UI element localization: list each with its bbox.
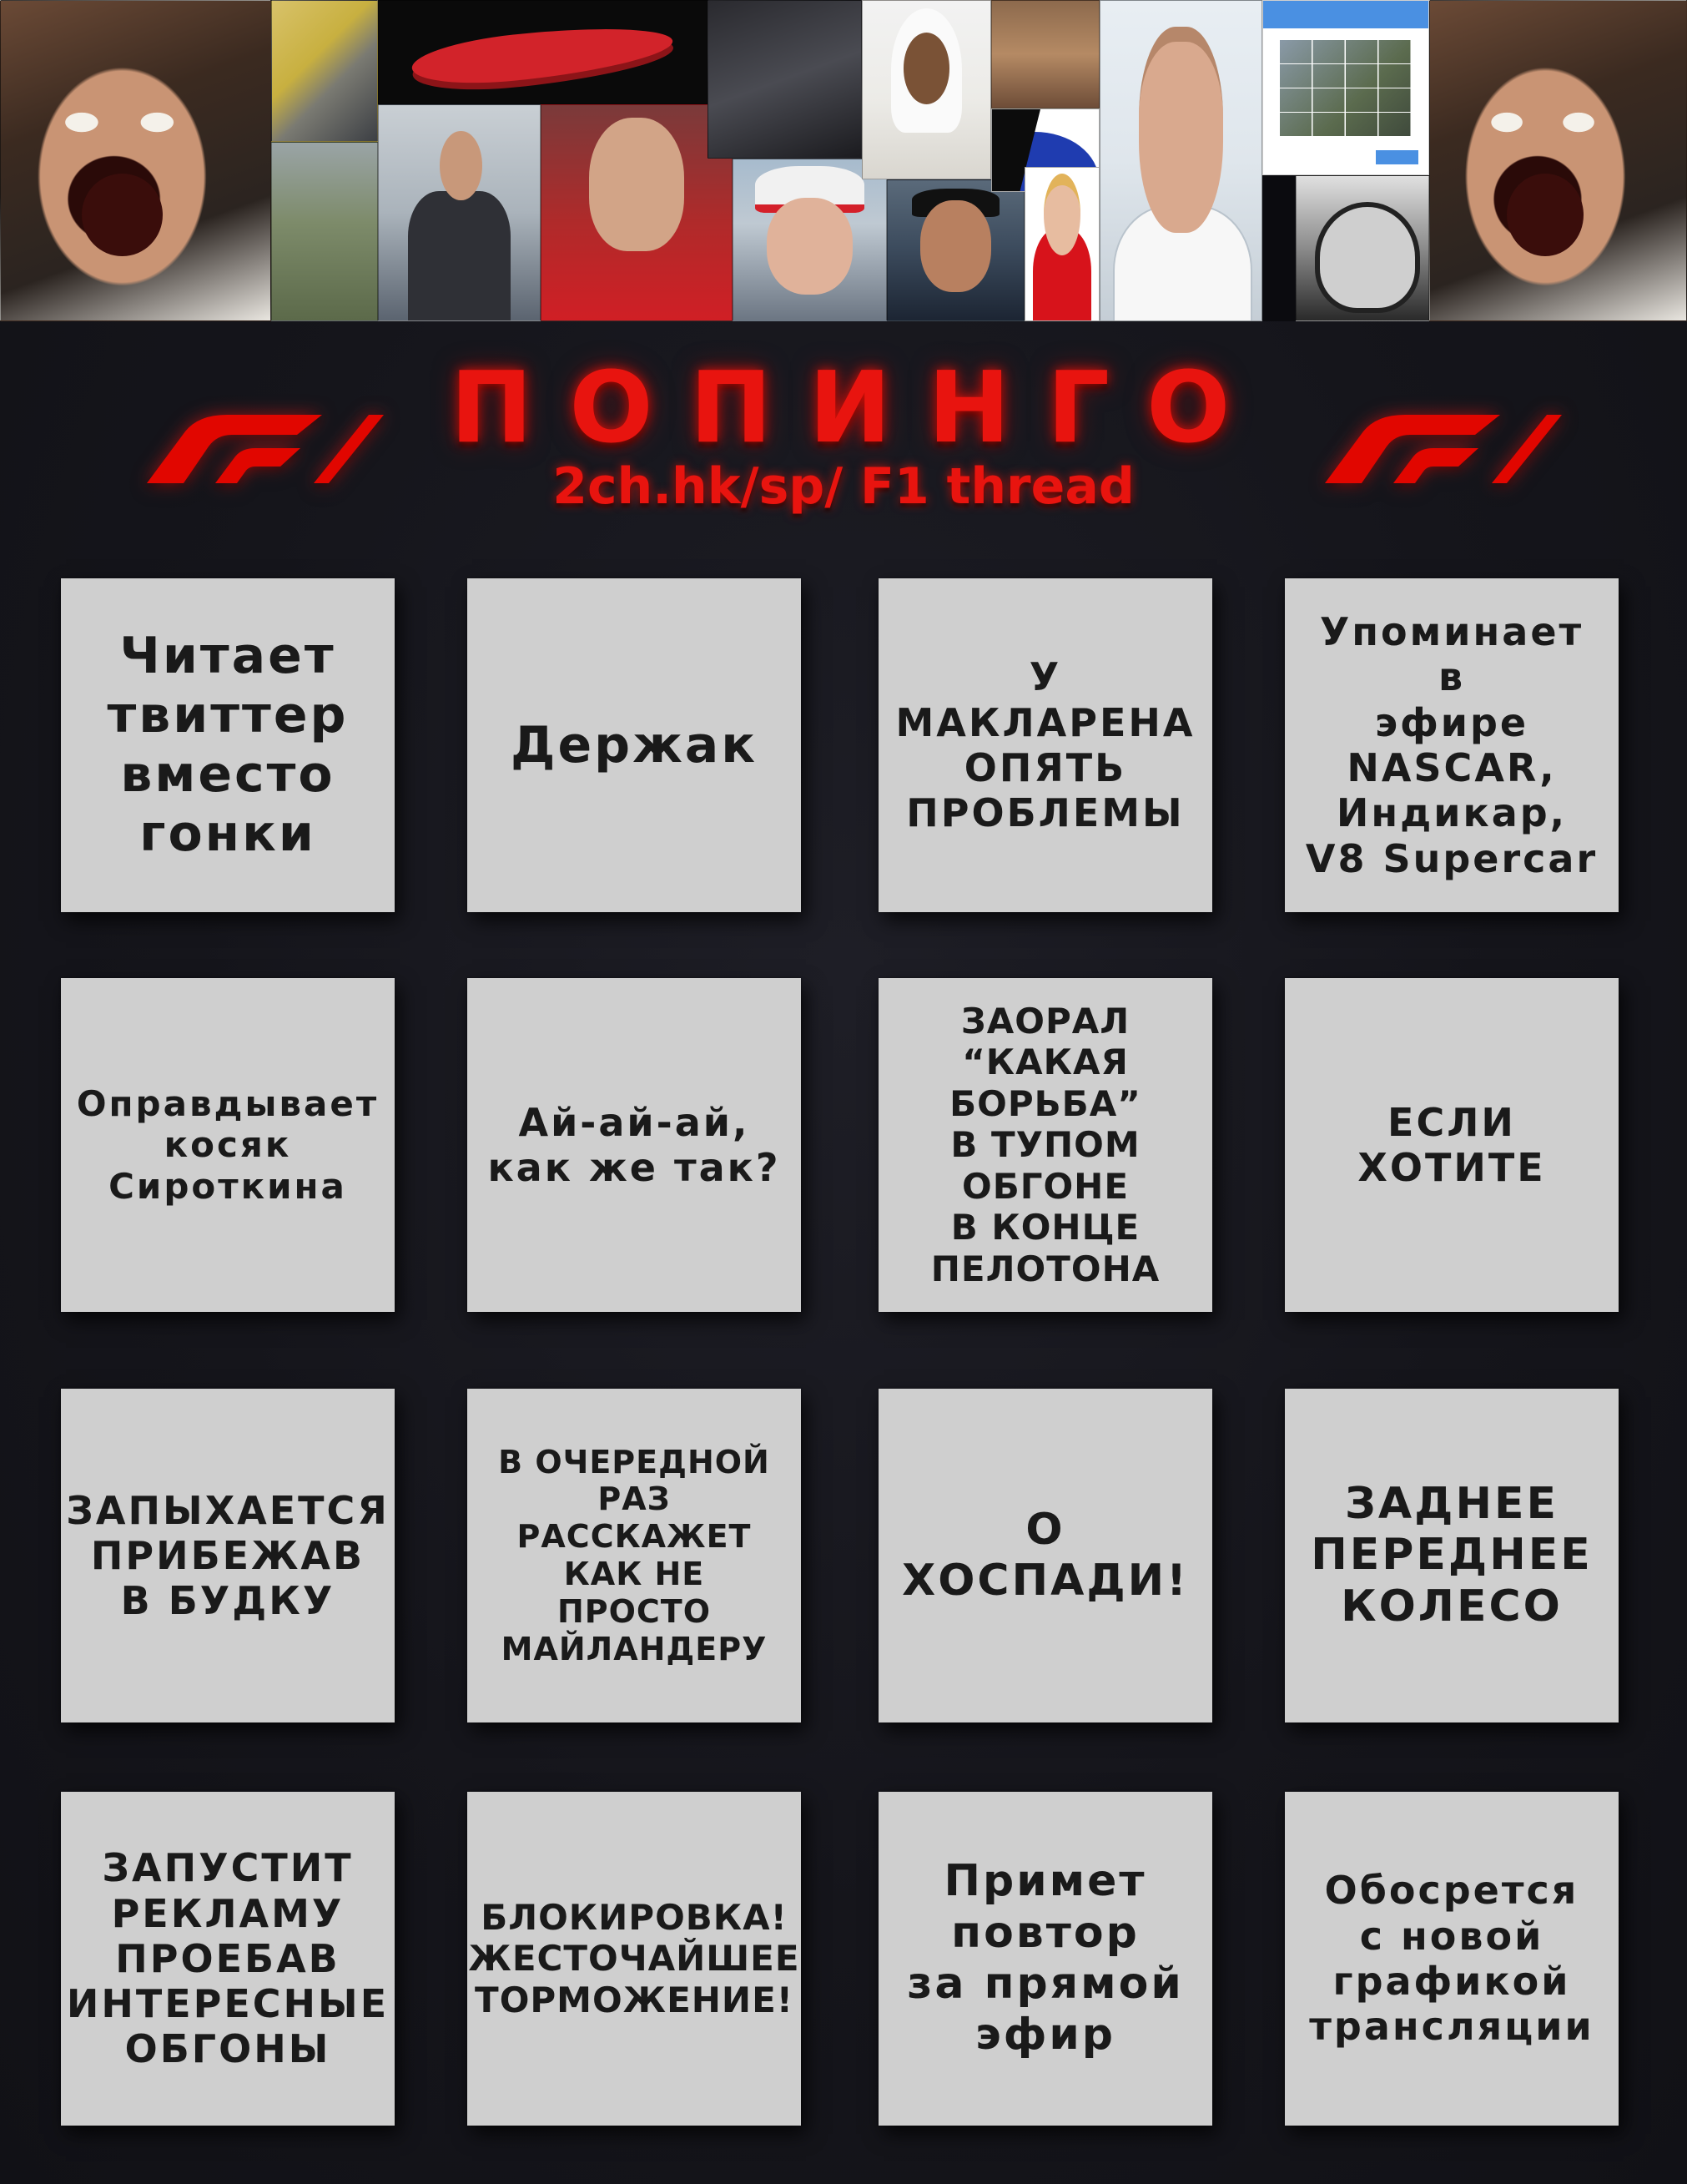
bingo-cell-text: ЗАПЫХАЕТСЯ ПРИБЕЖАВ В БУДКУ xyxy=(66,1487,390,1624)
bingo-cell-text: В ОЧЕРЕДНОЙ РАЗ РАССКАЖЕТ КАК НЕ ПРОСТО МАЙЛАНДЕРУ xyxy=(498,1443,770,1667)
bingo-cell[interactable] xyxy=(61,1792,395,2126)
bingo-cell[interactable] xyxy=(467,1389,801,1722)
bingo-cell-text: У МАКЛАРЕНА ОПЯТЬ ПРОБЛЕМЫ xyxy=(895,654,1196,836)
bingo-cell[interactable] xyxy=(879,1792,1212,2126)
bingo-cell-text: Обосрется с новой графикой трансляции xyxy=(1309,1868,1594,2050)
verstappen-photo xyxy=(733,159,887,321)
shocked-face-photo xyxy=(1429,0,1687,321)
bingo-cell-text: Ай-ай-ай, как же так? xyxy=(487,1099,781,1190)
bingo-cell[interactable] xyxy=(879,1389,1212,1722)
raikkonen-photo xyxy=(541,104,733,321)
bingo-cell-text: Держак xyxy=(511,715,758,774)
bingo-cell-text: ЗАОРАЛ “КАКАЯ БОРЬБА” В ТУПОМ ОБГОНЕ В КОНЦЕ ПЕЛОТОНА xyxy=(930,1000,1161,1289)
shocked-face-photo xyxy=(0,0,271,321)
photo-collage xyxy=(0,0,1687,321)
bingo-cell[interactable] xyxy=(467,978,801,1312)
page-header xyxy=(0,321,1687,538)
bingo-cell[interactable] xyxy=(1285,578,1619,912)
ferrari-slipper-photo xyxy=(378,0,708,104)
bingo-cell-text: О ХОСПАДИ! xyxy=(902,1504,1189,1606)
vettel-cartoon-photo xyxy=(1025,167,1100,321)
hamilton-photo xyxy=(862,0,991,179)
sirotkin-photo xyxy=(1100,0,1262,321)
bingo-cell-text: Упоминает в эфире NASCAR, Индикар, V8 Supercar xyxy=(1305,609,1599,881)
bingo-cell-text: ЗАПУСТИТ РЕКЛАМУ ПРОЕБАВ ИНТЕРЕСНЫЕ ОБГОНЫ xyxy=(66,1845,390,2072)
bingo-cell[interactable] xyxy=(61,978,395,1312)
dhl-crash-photo xyxy=(271,0,378,142)
ricciardo-photo xyxy=(887,179,1025,321)
bingo-cell-text: Читает твиттер вместо гонки xyxy=(107,627,349,863)
mclaren-car-photo xyxy=(708,0,862,159)
bingo-cell[interactable] xyxy=(1285,1389,1619,1722)
captcha-screenshot xyxy=(1262,0,1429,175)
helmet-photo xyxy=(1296,175,1429,321)
bingo-cell[interactable] xyxy=(879,578,1212,912)
bingo-cell[interactable] xyxy=(61,1389,395,1722)
bingo-cell[interactable] xyxy=(1285,978,1619,1312)
old-man-photo xyxy=(991,0,1100,108)
bingo-cell[interactable] xyxy=(61,578,395,912)
alonso-champagne-photo xyxy=(378,104,541,321)
bingo-cell-text: Оправдывает косяк Сироткина xyxy=(76,1082,380,1207)
bingo-cell[interactable] xyxy=(879,978,1212,1312)
page-title: ПОПИНГО xyxy=(450,350,1267,465)
bingo-cell-text: БЛОКИРОВКА! ЖЕСТОЧАЙШЕЕ ТОРМОЖЕНИЕ! xyxy=(468,1896,800,2020)
bingo-cell[interactable] xyxy=(1285,1792,1619,2126)
f1-logo xyxy=(1312,410,1562,485)
crash-track-photo xyxy=(271,142,378,321)
bingo-cell[interactable] xyxy=(467,578,801,912)
bingo-cell-text: Примет повтор за прямой эфир xyxy=(907,1856,1184,2060)
page-subtitle: 2ch.hk/sp/ F1 thread xyxy=(552,457,1135,516)
bingo-cell-text: ЗАДНЕЕ ПЕРЕДНЕЕ КОЛЕСО xyxy=(1311,1478,1593,1632)
bingo-cell-text: ЕСЛИ ХОТИТЕ xyxy=(1357,1099,1546,1190)
bingo-cell[interactable] xyxy=(467,1792,801,2126)
